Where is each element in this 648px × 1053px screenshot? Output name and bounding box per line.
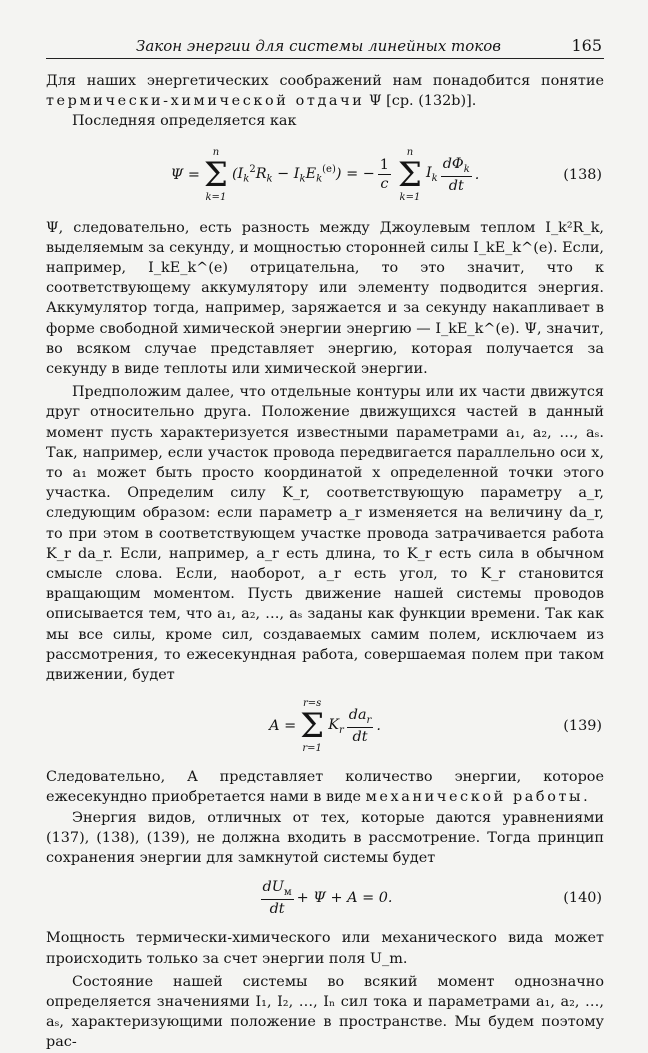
eq138-sum-2 — [398, 147, 422, 203]
eq139-end: . — [376, 718, 381, 735]
eq139-lhs: A = — [269, 718, 297, 735]
eq138-sum-1 — [204, 147, 228, 203]
paragraph-3: Ψ, следовательно, есть разность между Джоулевым теплом I_k²R_k, выделяемым за секунду, и мощностью сторонней силы I_kE_k^(e). Если, например, I_kE_k^(e) отрицательна, то это значит, что к соответствующему аккумулятору или элементу подводится энергия. Аккумулятор тогда, например, заряжается и за секунду накапливает в форме свободной химической энергии энергию — I_kE_k^(e). Ψ, значит, во всяком случае представляет энергию, которая получается за секунду в виде теплоты или химической энергии. — [46, 219, 604, 378]
sigma-symbol: Σ — [203, 154, 228, 195]
spaced-term: термически-химической отдачи — [46, 93, 365, 110]
paragraph-4: Предположим далее, что отдельные контуры или их части движутся друг относительно друга. Положение движущихся частей в данный момент пусть характеризуется известными параметрами a₁, a₂, …, aₛ. Так, например, если участок провода передвигается параллельно оси x, то a₁ может быть просто координатой x определенной точки этого участка. Определим силу K_r, соответствующую параметру a_r, следующим образом: если параметр a_r изменяется на величину da_r, то при этом в соответствующем участке провода затрачивается работа K_r da_r. Если, например, a_r есть длина, то K_r есть сила в обычном смысле слова. Если, наоборот, a_r есть угол, то K_r становится вращающим моментом. Пусть движение нашей системы проводов описывается тем, что a₁, a₂, …, aₛ заданы как функции времени. Так как мы все силы, кроме сил, создаваемых самим полем, исключаем из рассмотрения, то ежесекундная работа, совершаемая полем при таком движении, будет — [46, 384, 604, 684]
eq138-term1: $(I_k^2R_k - I_kE_k^{(e)})$ = − — [231, 164, 375, 185]
spaced-term: механической работы. — [365, 789, 591, 806]
sigma-symbol: Σ — [397, 154, 422, 195]
eq140-fraction: $\frac{dU_м}{dt}$ — [262, 879, 292, 918]
running-title: Закон энергии для системы линейных токов — [136, 37, 502, 55]
eq139-sum-upper: r=s — [303, 698, 322, 710]
eq138-sum2-upper: n — [406, 146, 414, 158]
eq138-sum1-lower: k=1 — [205, 191, 227, 203]
equation-number-140: (140) — [563, 890, 602, 907]
eq138-end: . — [474, 166, 480, 183]
equation-140 — [46, 868, 604, 928]
paragraph-1-tail: Ψ [ср. (132b)]. — [368, 93, 477, 110]
paragraph-1 — [46, 71, 604, 111]
equation-number-138: (138) — [563, 166, 602, 183]
eq138-fraction-2: $\frac{d\Phi_k}{dt}$ — [442, 155, 470, 194]
paragraph-5-text: Следовательно, A представляет количество энергии, которое ежесекундно приобретается нами в виде — [46, 769, 604, 806]
paragraph-5 — [46, 767, 604, 807]
equation-number-139: (139) — [563, 718, 602, 735]
eq138-lhs: Ψ = — [170, 166, 200, 183]
eq140-rest: + Ψ + A = 0. — [296, 890, 393, 907]
paragraph-2: Последняя определяется как — [72, 113, 297, 130]
page-number: 165 — [571, 36, 602, 55]
equation-139 — [46, 685, 604, 767]
equation-138 — [46, 132, 604, 218]
page — [46, 36, 604, 1053]
running-header — [46, 36, 604, 59]
eq139-fraction: $\frac{da_r}{dt}$ — [348, 707, 372, 746]
eq139-sum — [300, 698, 324, 754]
paragraph-1-text: Для наших энергетических соображений нам понадобится понятие — [46, 73, 604, 89]
paragraph-7: Мощность термически-химического или механического вида может происходить только за счет энергии поля U_m. — [46, 930, 604, 967]
eq139-sum-lower: r=1 — [302, 743, 322, 755]
eq138-fraction-1: $\frac{1}{c}$ — [379, 157, 389, 193]
paragraph-6: Энергия видов, отличных от тех, которые даются уравнениями (137), (138), (139), не должна входить в рассмотрение. Тогда принцип сохранения энергии для замкнутой системы будет — [46, 809, 604, 867]
eq139-term: $K_r$ — [328, 716, 344, 736]
paragraph-8: Состояние нашей системы во всякий момент однозначно определяется значениями I₁, I₂, …, Iₙ сил тока и параметрами a₁, a₂, …, aₛ, характеризующими положение в пространстве. Мы будем поэтому рас- — [46, 973, 604, 1051]
eq138-sum1-upper: n — [212, 146, 220, 158]
eq138-term3: $I_k$ — [425, 165, 438, 185]
sigma-symbol: Σ — [300, 706, 325, 747]
eq138-sum2-lower: k=1 — [399, 191, 421, 203]
